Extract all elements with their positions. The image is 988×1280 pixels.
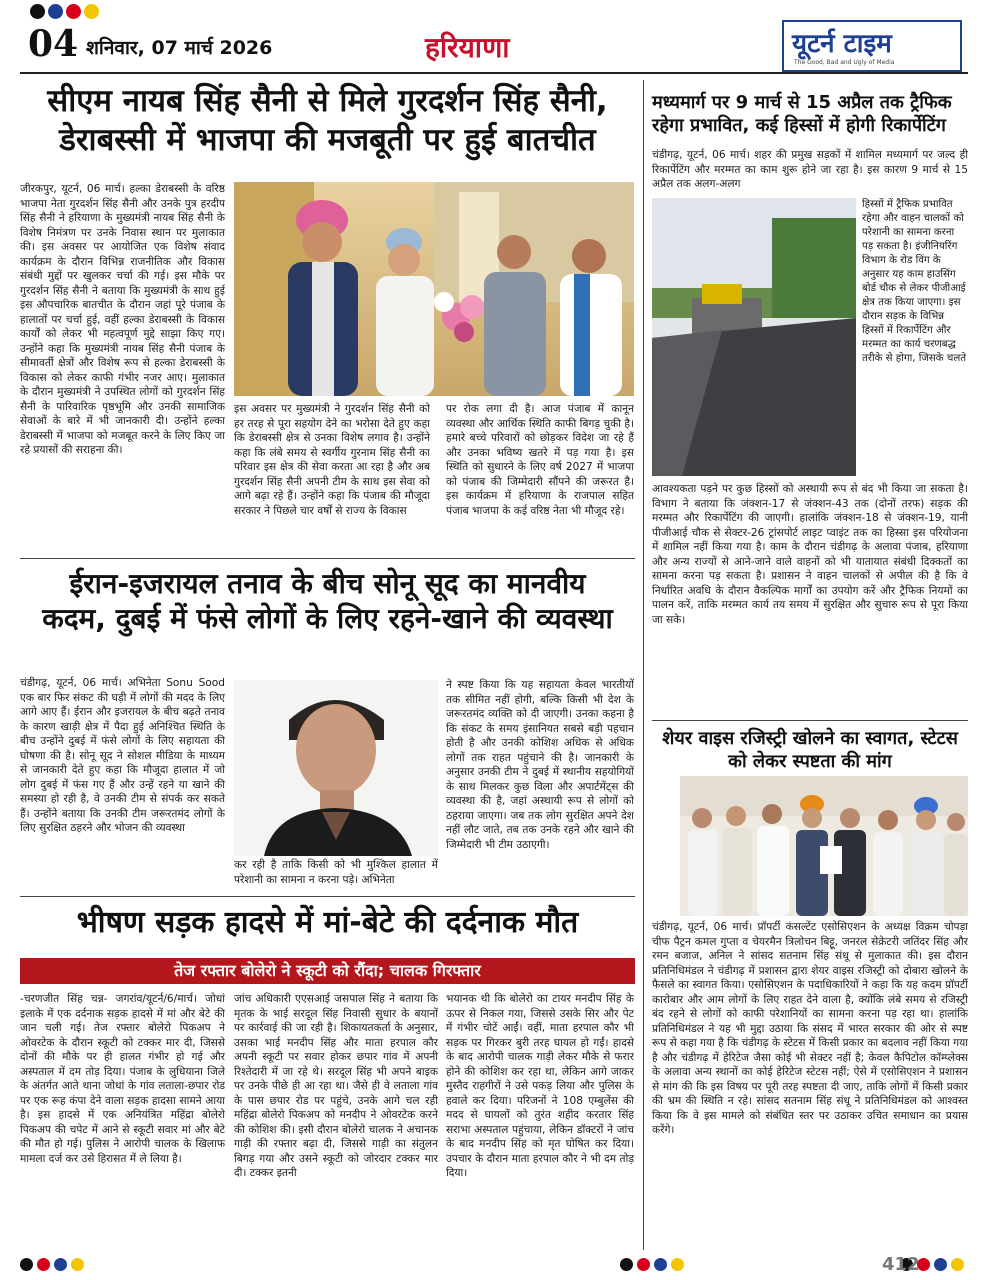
cm-meeting-photo [234, 182, 634, 396]
masthead-title: यूटर्न टाइम [792, 29, 892, 59]
color-dot [48, 4, 63, 19]
article1-headline-line1: सीएम नायब सिंह सैनी से मिले गुरदर्शन सिंह सैनी, [47, 83, 608, 119]
masthead-tagline: The Good, Bad and Ugly of Media [794, 59, 895, 66]
top-dots-left [30, 4, 99, 19]
article1-col2: इस अवसर पर मुख्यमंत्री ने गुरदर्शन सिंह सैनी को हर तरह से पूरा सहयोग देने का भरोसा देते हुए कहा कि डेराबस्सी क्षेत्र से उनका विशेष लगाव है। उन्होंने कहा कि लंबे समय से स्वर्गीय गुरनाम सिंह सैनी का परिवार इस क्षेत्र की सेवा करता आ रहा है और अब गुरदर्शन सिंह सैनी अपनी टीम के साथ इस सेवा को आगे बढ़ा रहे हैं। उन्होंने कहा कि पंजाब की मौजूदा सरकार ने पिछले चार वर्षों से राज्य के विकास [234, 403, 430, 517]
article3-col3: भयानक थी कि बोलेरो का टायर मनदीप सिंह के ऊपर से निकल गया, जिससे उसके सिर और पेट में गंभीर चोटें आईं। वहीं, माता हरपाल कौर भी सड़क पर गिरकर बुरी तरह घायल हो गईं। हादसे के बाद आरोपी चालक गाड़ी लेकर मौके से फरार होने की कोशिश कर रहा था, लेकिन आगे जाकर मुस्तैद राहगीरों ने उसे पकड़ लिया और पुलिस के हवाले कर दिया। परिजनों ने 108 एम्बुलेंस की मदद से घायलों को तुरंत शहीद करतार सिंह सराभा अस्पताल पहुंचाया, लेकिन डॉक्टरों ने जांच के बाद मनदीप सिंह को मृत घोषित कर दिया। उपचार के दौरान माता हरपाल कौर ने भी दम तोड़ दिया। [446, 993, 634, 1179]
article1-bottom-rule [20, 558, 635, 559]
article3-col1: -चरणजीत सिंह चन्न- जगरांव/यूटर्न/6/मार्च। जोधां इलाके में एक दर्दनाक सड़क हादसे में मां और बेटे की जान चली गई। तेज रफ्तार बोलेरो पिकअप ने ओवरटेक के दौरान स्कूटी को टक्कर मार दी, जिससे दोनों की मौके पर ही हालत गंभीर हो गई और अस्पताल में दम तोड़ दिया। पंजाब के लुधियाना जिले के अंतर्गत आते थाना जोधां के गांव लताला-छपार रोड पर एक रूह कंपा देने वाला सड़क हादसा सामने आया है। इस हादसे में एक अनियंत्रित महिंद्रा बोलेरो पिकअप की चपेट में आने से स्कूटी सवार मां और बेटे की मौत हो गई। पुलिस ने आरोपी चालक के खिलाफ मामला दर्ज कर उसे हिरासत में ले लिया है। [20, 993, 225, 1165]
footer-dots-left [20, 1258, 84, 1274]
article2-col3: ने स्पष्ट किया कि यह सहायता केवल भारतीयों तक सीमित नहीं होगी, बल्कि किसी भी देश के जरूरतमंद व्यक्ति को दी जाएगी। उनका कहना है कि संकट के समय इंसानियत सबसे बड़ी पहचान होती है और उनकी कोशिश अधिक से अधिक लोगों तक राहत पहुंचाने की है। जानकारी के अनुसार उनकी टीम ने दुबई में स्थानीय सहयोगियों के साथ मिलकर कुछ विला और अपार्टमेंट्स की व्यवस्था की है, जहां अस्थायी रूप से लोगों को ठहराया जाएगा। जब तक लोग सुरक्षित अपने देश नहीं लौट जाते, तब तक उनके रहने और खाने की जिम्मेदारी भी टीम उठाएगी। [446, 679, 634, 851]
column-divider-main [643, 80, 644, 1250]
article2-headline-line1: ईरान-इजरायल तनाव के बीच सोनू सूद का मानवीय [69, 567, 586, 600]
article5-headline: शेयर वाइस रजिस्ट्री खोलने का स्वागत, स्टेटस को लेकर स्पष्टता की मांग [662, 728, 958, 772]
article1-headline [20, 82, 635, 160]
issue-date: शनिवार, 07 मार्च 2026 [86, 37, 273, 59]
page-number: 04 [28, 23, 79, 65]
article4-headline: मध्यमार्ग पर 9 मार्च से 15 अप्रैल तक ट्रैफिक रहेगा प्रभावित, कई हिस्सों में होगी रिकार्पेटिंग [652, 92, 952, 136]
article5-body: चंडीगढ़, यूटर्न, 06 मार्च। प्रॉपर्टी कंसल्टेंट एसोसिएशन के अध्यक्ष विक्रम चोपड़ा चीफ पैट्रन कमल गुप्ता व चेयरमैन त्रिलोचन बिट्टू, जनरल सेक्रेटरी जतिंदर सिंह और रमन बजाज, अनिल ने सांसद सतनाम सिंह संधू से मुलाकात की। इस दौरान प्रतिनिधिमंडल ने चंडीगढ़ में प्रशासन द्वारा शेयर वाइस रजिस्ट्री को दोबारा खोलने के फैसले का स्वागत किया। एसोसिएशन के पदाधिकारियों ने कहा कि यह कदम प्रॉपर्टी कारोबार और आम लोगों के लिए राहत देने वाला है, क्योंकि लंबे समय से रजिस्ट्री बंद रहने से लोगों को काफी परेशानियों का सामना करना पड़ रहा था। हालांकि प्रतिनिधिमंडल ने यह भी मुद्दा उठाया कि संसद में भारत सरकार की ओर से स्पष्ट रूप से कहा गया है कि चंडीगढ़ के स्टेटस में किसी प्रकार का बदलाव नहीं किया गया है और चंडीगढ़ में हेरिटेज जैसा कोई भी सेक्टर नहीं है; केवल कैपिटोल कॉम्प्लेक्स के अलावा अन्य स्थानों का कोई हेरिटेज स्टेटस नहीं; ऐसे में एसोसिएशन ने प्रशासन से मांग की कि इस विषय पर पूरी तरह स्पष्टता दी जाए, ताकि लोगों में किसी प्रकार की भ्रम की स्थिति न रहे। सांसद सतनाम सिंह संधू ने प्रतिनिधिमंडल को आश्वस्त किया कि वे इस मामले को संबंधित स्तर पर उठाकर उचित समाधान का प्रयास करेंगे। [652, 921, 968, 1136]
footer-page-marker: 412 [882, 1254, 920, 1275]
article2-headline-line2: कदम, दुबई में फंसे लोगों के लिए रहने-खाने की व्यवस्था [42, 602, 613, 635]
color-dot [71, 1258, 84, 1271]
color-dot [37, 1258, 50, 1271]
road-carpeting-photo [652, 198, 856, 476]
article4-photo [652, 198, 856, 476]
article2-headline [20, 566, 635, 636]
article4-side: हिस्सों में ट्रैफिक प्रभावित रहेगा और वाहन चालकों को परेशानी का सामना करना पड़ सकता है। इंजीनियरिंग विभाग के रोड विंग के अनुसार यह काम हाउसिंग बोर्ड चौक से लेकर पीजीआई क्षेत्र तक किया जाएगा। इस दौरान सड़क के विभिन्न हिस्सों में रिकार्पेटिंग और मरम्मत का कार्य चरणबद्ध तरीके से होगा, जिसके चलते [862, 199, 967, 364]
color-dot [54, 1258, 67, 1271]
color-dot [620, 1258, 633, 1271]
article2-photo [234, 680, 438, 856]
masthead-logo [782, 20, 962, 72]
section-title: हरियाणा [425, 31, 510, 64]
article1-headline-line2: डेराबस्सी में भाजपा की मजबूती पर हुई बातचीत [59, 121, 596, 158]
article1-col3: पर रोक लगा दी है। आज पंजाब में कानून व्यवस्था और आर्थिक स्थिति काफी बिगड़ चुकी है। हमारे बच्चे परिवारों को छोड़कर विदेश जा रहे हैं और उनका भविष्य खतरे में पड़ गया है। इस स्थिति को सुधारने के लिए वर्ष 2027 में भाजपा को पंजाब की जिम्मेदारी सौंपने की जरूरत है। इस कार्यक्रम में हरियाणा के राजपाल सहित पंजाब भाजपा के कई वरिष्ठ नेता भी मौजूद रहे। [446, 403, 634, 517]
article2-bottom-rule [20, 896, 635, 897]
article5-photo [680, 776, 968, 916]
article4-intro: चंडीगढ़, यूटर्न, 06 मार्च। शहर की प्रमुख सड़कों में शामिल मध्यमार्ग पर जल्द ही रिकार्पेटिंग और मरम्मत का काम शुरू होने जा रहा है। इस कारण 9 मार्च से 15 अप्रैल तक अलग-अलग [652, 149, 968, 190]
article3-col2: जांच अधिकारी एएसआई जसपाल सिंह ने बताया कि मृतक के भाई सरदूल सिंह निवासी सुधार के बयानों पर कार्रवाई की जा रही है। शिकायतकर्ता के अनुसार, उसका भाई मनदीप सिंह और माता हरपाल कौर अपनी स्कूटी पर सवार होकर छपार गांव में अपनी रिश्तेदारी में जा रहे थे। सरदूल सिंह भी अपने बाइक पर उनके पीछे ही आ रहा था। जैसे ही वे लताला गांव के पास छपार रोड पर पहुंचे, उनके आगे चल रही महिंद्रा बोलेरो पिकअप को मनदीप ने ओवरटेक करने की कोशिश की। इसी दौरान बोलेरो चालक ने अचानक गाड़ी की रफ्तार बढ़ा दी, जिससे गाड़ी का संतुलन बिगड़ गया और उसने स्कूटी को जोरदार टक्कर मार दी। टक्कर इतनी [234, 993, 438, 1179]
color-dot [934, 1258, 947, 1271]
article3-headline: भीषण सड़क हादसे में मां-बेटे की दर्दनाक मौत [76, 905, 579, 940]
color-dot [20, 1258, 33, 1271]
article1-col1: जीरकपुर, यूटर्न, 06 मार्च। हल्का डेराबस्सी के वरिष्ठ भाजपा नेता गुरदर्शन सिंह सैनी और उनके पुत्र हरदीप सिंह सैनी ने हरियाणा के मुख्यमंत्री नायब सिंह सैनी के विशेष निमंत्रण पर उनके निवास स्थान पर मुलाकात की। इस अवसर पर आयोजित एक विशेष संवाद कार्यक्रम के दौरान विभिन्न राजनीतिक और विकास संबंधी मुद्दों पर खुलकर चर्चा की गई। इस मौके पर गुरदर्शन सिंह सैनी ने बताया कि मुख्यमंत्री के साथ हुई इस औपचारिक बातचीत के दौरान जहां पूरे पंजाब के हालातों पर चर्चा हुई, वहीं हल्का डेराबस्सी के विकास कार्यों को लेकर भी महत्वपूर्ण मुद्दे साझा किए गए। उन्होंने कहा कि मुख्यमंत्री नायब सिंह सैनी पंजाब के सीमावर्ती क्षेत्रों और विशेष रूप से हल्का डेराबस्सी के विकास को लेकर काफी गंभीर नजर आए। मुलाकात के दौरान मुख्यमंत्री ने उपस्थित लोगों को गुरदर्शन सिंह सैनी के पारिवारिक पृष्ठभूमि और उनकी सामाजिक सेवाओं के बारे में भी जानकारी दी। उन्होंने हल्का डेराबस्सी में भाजपा को मजबूत करने के लिए किए जा रहे प्रयासों की सराहना की। [20, 183, 225, 456]
sonu-sood-photo [234, 680, 438, 856]
article3-subheadline: तेज रफ्तार बोलेरो ने स्कूटी को रौंदा; चालक गिरफ्तार [20, 958, 635, 984]
color-dot [951, 1258, 964, 1271]
color-dot [84, 4, 99, 19]
color-dot [66, 4, 81, 19]
article2-col2: कर रही है ताकि किसी को भी मुश्किल हालात में परेशानी का सामना न करना पड़े। अभिनेता [234, 859, 438, 886]
color-dot [671, 1258, 684, 1271]
article4-rest: आवश्यकता पड़ने पर कुछ हिस्सों को अस्थायी रूप से बंद भी किया जा सकता है। विभाग ने बताया कि जंक्शन-17 से जंक्शन-43 तक (दोनों तरफ) सड़क की मरम्मत और रिकार्पेटिंग की जाएगी। हालांकि जंक्शन-18 से जंक्शन-19, यानी पीजीआई चौक से सेक्टर-26 ट्रांसपोर्ट लाइट प्वाइंट तक का हिस्सा इस परियोजना में शामिल नहीं किया गया है। काम के दौरान चंडीगढ़ के अलावा पंजाब, हरियाणा और अन्य राज्यों से आने-जाने वाले वाहनों को भी यातायात संबंधी दिक्कतों का सामना करना पड़ सकता है। प्रशासन ने वाहन चालकों से अपील की है कि वे निर्धारित अवधि के दौरान वैकल्पिक मार्गों का उपयोग करें और ट्रैफिक नियमों का पालन करें, ताकि मरम्मत कार्य तय समय में सुरक्षित और सुचारु रूप से पूरा किया जा सके। [652, 483, 968, 626]
color-dot [30, 4, 45, 19]
article2-col1: चंडीगढ़, यूटर्न, 06 मार्च। अभिनेता Sonu Sood एक बार फिर संकट की घड़ी में लोगों की मदद के लिए आगे आए हैं। ईरान और इजरायल के बीच बढ़ते तनाव के कारण खाड़ी क्षेत्र में पैदा हुई अनिश्चित स्थिति के बीच उन्होंने दुबई में फंसे लोगों के लिए सहायता की घोषणा की है। सोनू सूद ने सोशल मीडिया के माध्यम से जानकारी देते हुए कहा कि मौजूदा हालात में जो लोग दुबई में फंस गए हैं और उन्हें रहने या खाने की समस्या हो रही है, वे उनकी टीम से संपर्क कर सकते हैं। उन्होंने बताया कि उनकी टीम जरूरतमंद लोगों के लिए सुरक्षित ठहरने और भोजन की व्यवस्था [20, 677, 225, 834]
delegation-photo [680, 776, 968, 916]
color-dot [637, 1258, 650, 1271]
color-dot [654, 1258, 667, 1271]
header-rule [20, 72, 968, 74]
article4-bottom-rule [652, 720, 968, 721]
footer-dots-mid [620, 1258, 684, 1274]
article1-photo [234, 182, 634, 396]
